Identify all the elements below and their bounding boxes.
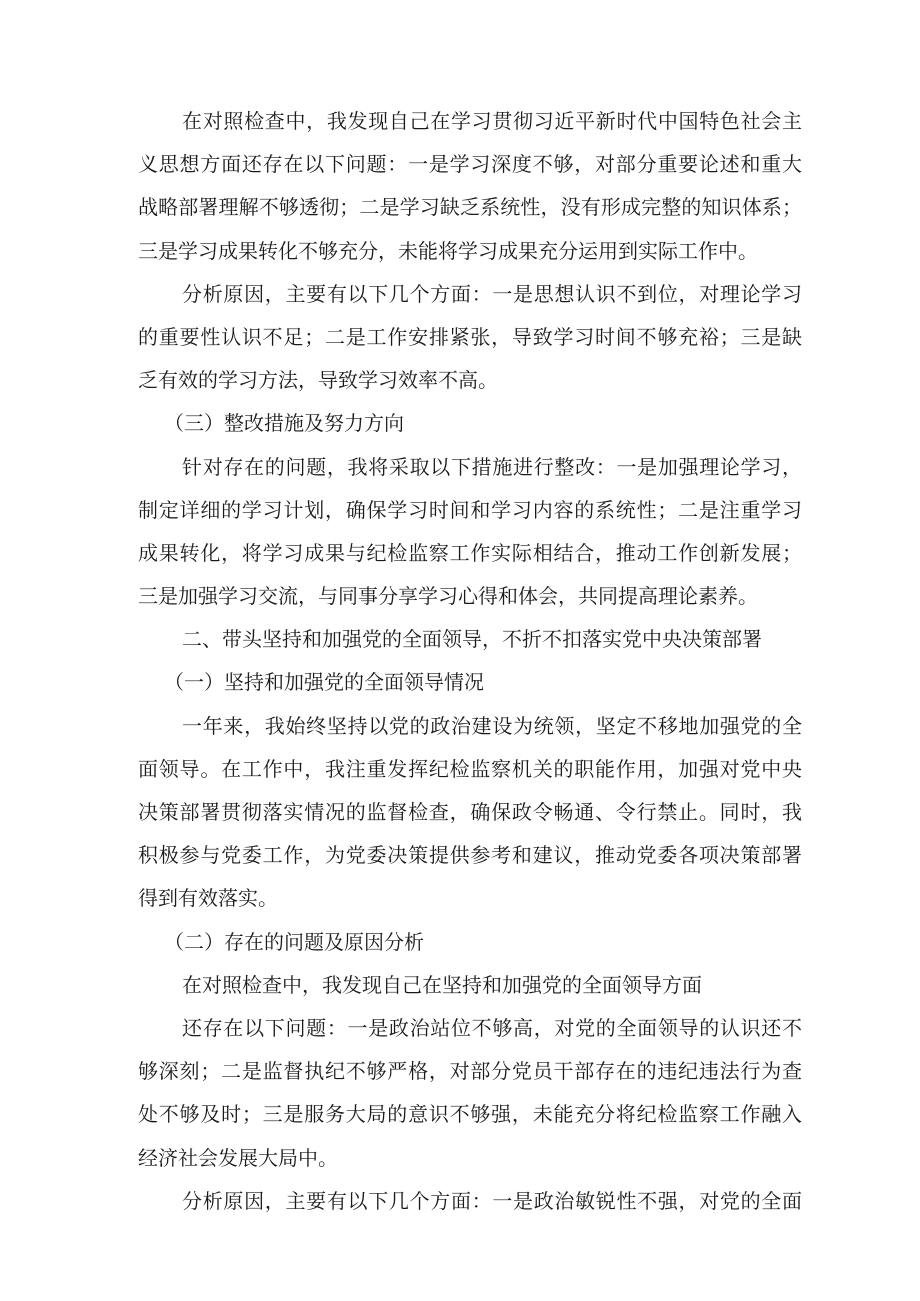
- paragraph-line: 分析原因，主要有以下几个方面：一是政治敏锐性不强，对党的全面: [182, 1188, 802, 1213]
- paragraph-line: 经济社会发展大局中。: [138, 1145, 338, 1170]
- paragraph-line: 的重要性认识不足；二是工作安排紧张，导致学习时间不够充裕；三是缺: [138, 324, 802, 349]
- chapter-heading: 二、带头坚持和加强党的全面领导，不折不扣落实党中央决策部署: [182, 627, 762, 652]
- paragraph-line: 得到有效落实。: [138, 886, 278, 911]
- paragraph-line: 决策部署贯彻落实情况的监督检查，确保政令畅通、令行禁止。同时，我: [138, 800, 802, 824]
- paragraph-line: 三是加强学习交流，与同事分享学习心得和体会，共同提高理论素养。: [138, 584, 758, 609]
- paragraph-line: 处不够及时；三是服务大局的意识不够强，未能充分将纪检监察工作融入: [138, 1102, 802, 1127]
- section-heading: （三）整改措施及努力方向: [164, 411, 404, 436]
- document-body: [138, 100, 802, 1223]
- paragraph-line: 够深刻；二是监督执纪不够严格，对部分党员干部存在的违纪违法行为查: [138, 1059, 802, 1084]
- section-heading: （二）存在的问题及原因分析: [164, 929, 424, 954]
- paragraph-line: 面领导。在工作中，我注重发挥纪检监察机关的职能作用，加强对党中央: [138, 756, 802, 781]
- paragraph-line: 成果转化，将学习成果与纪检监察工作实际相结合，推动工作创新发展；: [138, 540, 802, 565]
- paragraph-line: 一年来，我始终坚持以党的政治建设为统领，坚定不移地加强党的全: [182, 713, 802, 738]
- paragraph-line: 在对照检查中，我发现自己在学习贯彻习近平新时代中国特色社会主: [182, 109, 802, 133]
- paragraph-line: 在对照检查中，我发现自己在坚持和加强党的全面领导方面: [182, 972, 702, 997]
- section-heading: （一）坚持和加强党的全面领导情况: [164, 670, 484, 695]
- paragraph-line: 三是学习成果转化不够充分，未能将学习成果充分运用到实际工作中。: [138, 238, 758, 263]
- paragraph-line: 义思想方面还存在以下问题：一是学习深度不够，对部分重要论述和重大: [138, 152, 802, 177]
- paragraph-line: 分析原因，主要有以下几个方面：一是思想认识不到位，对理论学习: [182, 281, 802, 306]
- paragraph-line: 战略部署理解不够透彻；二是学习缺乏系统性，没有形成完整的知识体系；: [138, 195, 802, 220]
- paragraph-line: 还存在以下问题：一是政治站位不够高，对党的全面领导的认识还不: [182, 1015, 802, 1040]
- paragraph-line: 乏有效的学习方法，导致学习效率不高。: [138, 368, 498, 393]
- paragraph-line: 制定详细的学习计划，确保学习时间和学习内容的系统性；二是注重学习: [138, 497, 802, 522]
- paragraph-line: 针对存在的问题，我将采取以下措施进行整改：一是加强理论学习，: [182, 454, 802, 479]
- paragraph-line: 积极参与党委工作，为党委决策提供参考和建议，推动党委各项决策部署: [138, 843, 802, 868]
